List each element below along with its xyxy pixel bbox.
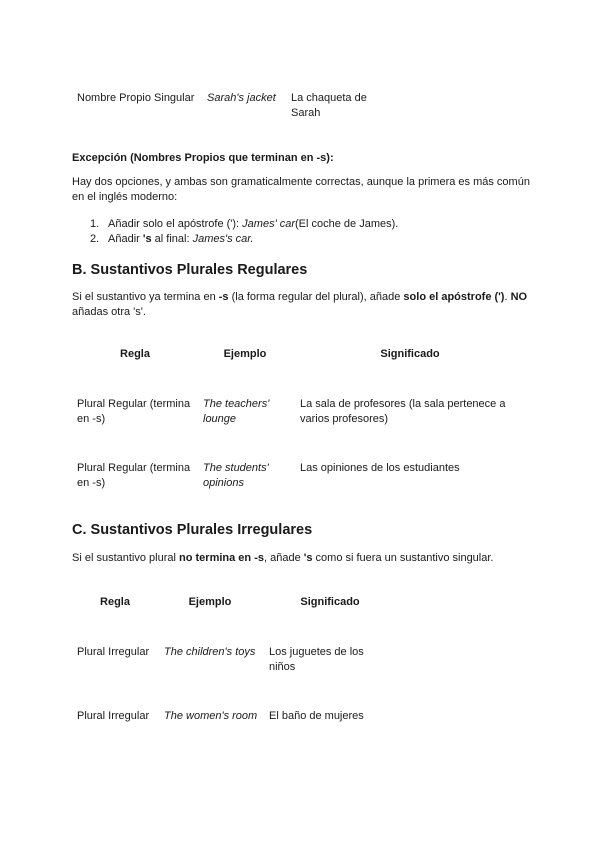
section-c-header-rule: Regla [100,596,130,608]
section-c-row1-meaning: Los juguetes de los niños [269,646,364,673]
section-b-row2-meaning: Las opiniones de los estudiantes [300,462,460,474]
section-b-header-meaning: Significado [380,348,440,360]
section-c-row2-meaning: El baño de mujeres [269,710,364,722]
section-b-title: B. Sustantivos Plurales Regulares [72,262,308,278]
section-c-row1-example: The children's toys [164,646,256,658]
section-b-header-example: Ejemplo [223,348,267,360]
exception-heading: Excepción (Nombres Propios que terminan en -s): [72,152,334,164]
exception-intro: Hay dos opciones, y ambas son gramaticalmente correctas, aunque la primera es más común en el inglés moderno: [72,176,530,203]
section-c-title: C. Sustantivos Plurales Irregulares [72,522,313,538]
section-b-row2-example: The students' opinions [203,462,269,489]
section-b-row1-meaning: La sala de profesores (la sala pertenece a varios profesores) [300,398,506,425]
exception-list [90,217,398,247]
section-c-row2-rule: Plural Irregular [77,710,150,722]
top-row-example: Sarah's jacket [207,92,276,104]
top-row-meaning: La chaqueta de Sarah [291,92,367,119]
section-c-row2-example: The women's room [164,710,258,722]
section-b-row2-rule: Plural Regular (termina en -s) [77,462,191,489]
section-c-row1-rule: Plural Irregular [77,646,150,658]
top-row-rule: Nombre Propio Singular [77,92,195,104]
section-b-row1-rule: Plural Regular (termina en -s) [77,398,191,425]
section-c-header-meaning: Significado [300,596,360,608]
section-b-row1-example: The teachers' lounge [203,398,270,425]
section-c-header-example: Ejemplo [188,596,232,608]
section-b-header-rule: Regla [120,348,150,360]
section-b-paragraph: Si el sustantivo ya termina en -s (la forma regular del plural), añade solo el apóstrofe ('). NO añadas otra 's'. [72,291,528,318]
exception-item-1: 1. Añadir solo el apóstrofe ('): James' car(El coche de James). [90,218,399,230]
section-c-paragraph: Si el sustantivo plural no termina en -s, añade 's como si fuera un sustantivo singular. [72,552,494,564]
exception-item-2: 2. Añadir 's al final: James's car. [90,233,254,245]
